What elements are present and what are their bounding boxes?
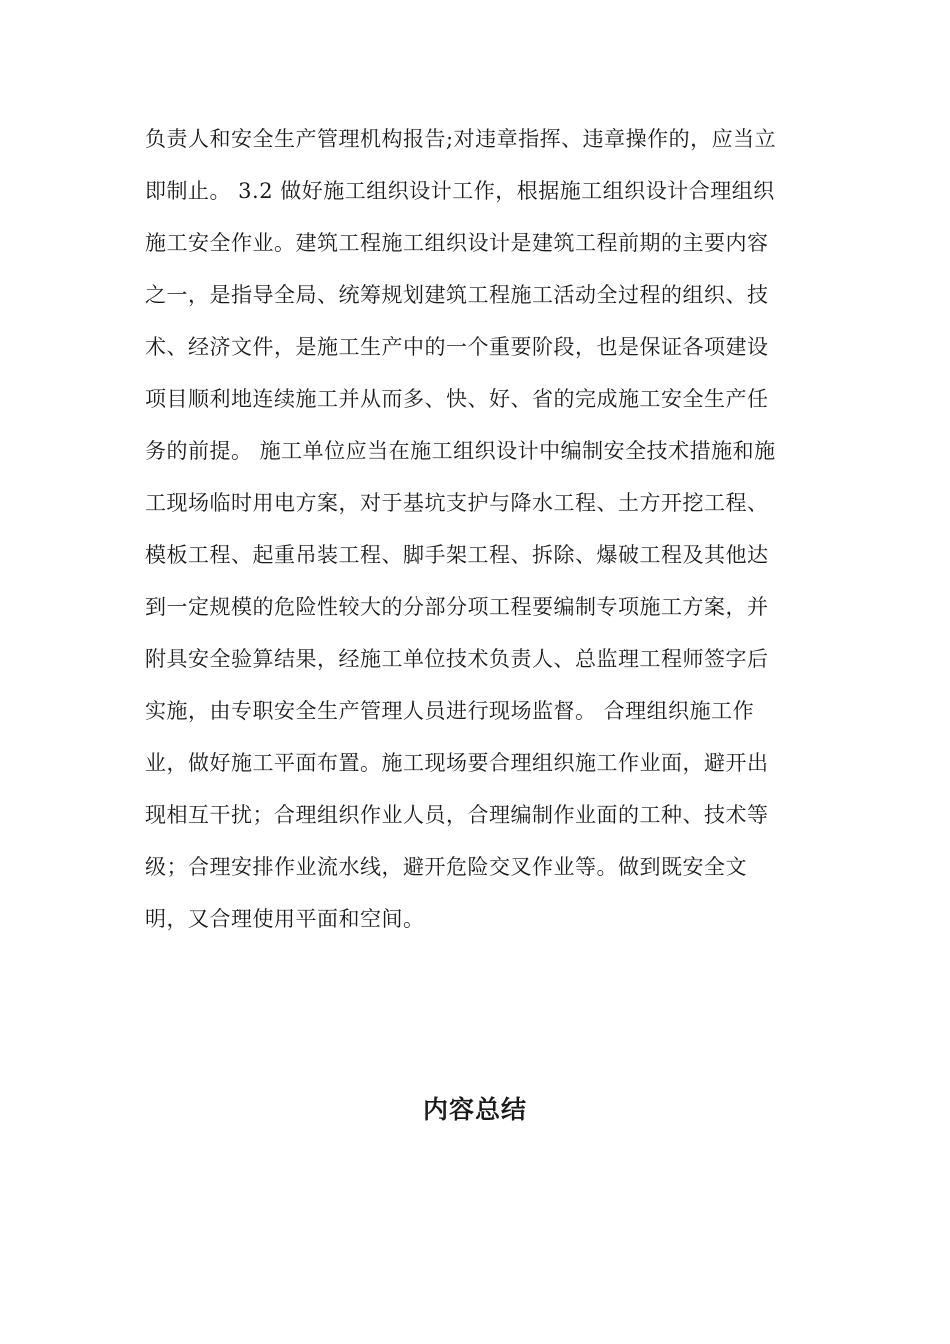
text-line-8: 工现场临时用电方案，对于基坑支护与降水工程、土方开挖工程、 xyxy=(145,491,769,515)
text-line-1: 负责人和安全生产管理机构报告;对违章指挥、违章操作的，应当立 xyxy=(145,127,777,151)
section-title: 内容总结 xyxy=(422,1095,527,1124)
text-line-6: 项目顺利地连续施工并从而多、快、好、省的完成施工安全生产任 xyxy=(145,387,769,411)
text-line-11: 附具安全验算结果，经施工单位技术负责人、总监理工程师签字后 xyxy=(145,647,769,671)
body-paragraph xyxy=(145,113,805,945)
text-line-16: 明，又合理使用平面和空间。 xyxy=(145,907,425,931)
text-line-10: 到一定规模的危险性较大的分部分项工程要编制专项施工方案，并 xyxy=(145,595,769,619)
text-line-5: 术、经济文件，是施工生产中的一个重要阶段，也是保证各项建设 xyxy=(145,335,769,359)
text-line-9: 模板工程、起重吊装工程、脚手架工程、拆除、爆破工程及其他达 xyxy=(145,543,769,567)
text-line-2: 即制止。 3.2 做好施工组织设计工作，根据施工组织设计合理组织 xyxy=(145,179,775,203)
text-line-4: 之一，是指导全局、统筹规划建筑工程施工活动全过程的组织、技 xyxy=(145,283,769,307)
text-line-13: 业，做好施工平面布置。施工现场要合理组织施工作业面，避开出 xyxy=(145,751,769,775)
text-line-14: 现相互干扰；合理组织作业人员，合理编制作业面的工种、技术等 xyxy=(145,803,769,827)
text-line-15: 级；合理安排作业流水线，避开危险交叉作业等。做到既安全文 xyxy=(145,855,747,879)
text-line-7: 务的前提。 施工单位应当在施工组织设计中编制安全技术措施和施 xyxy=(145,439,776,463)
text-line-12: 实施，由专职安全生产管理人员进行现场监督。 合理组织施工作 xyxy=(145,699,755,723)
text-line-3: 施工安全作业。建筑工程施工组织设计是建筑工程前期的主要内容 xyxy=(145,231,769,255)
